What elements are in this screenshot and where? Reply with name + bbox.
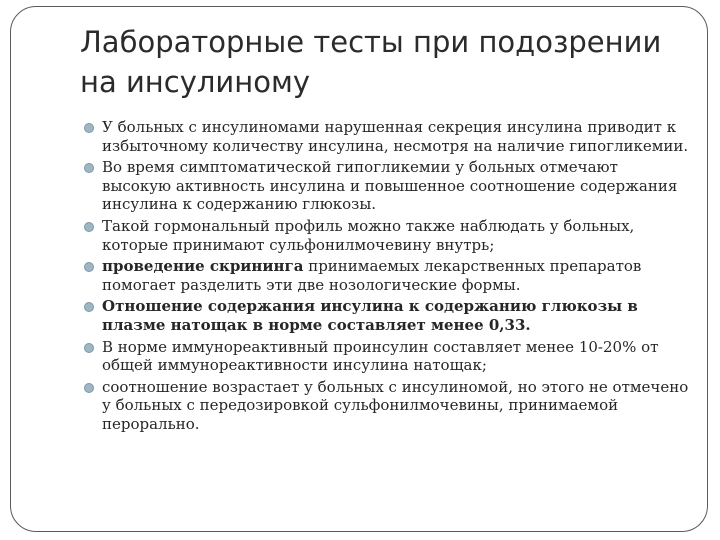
bullet-text: соотношение возрастает у больных с инсулиномой, но этого не отмечено у больных с передозировкой сульфонилмочевины, принимаемой перорально. (102, 377, 689, 433)
bullet-text: принимаемых лекарственных препаратов помогает разделить эти две нозологические формы. (102, 257, 642, 294)
bullet-item (84, 158, 690, 214)
bullet-item (84, 257, 690, 294)
bullet-bold-text: Отношение содержания инсулина к содержанию глюкозы в плазме натощак в норме составляет менее 0,33. (102, 297, 638, 334)
bullet-bold-text: проведение скрининга (102, 257, 304, 276)
bullet-marker-icon (84, 343, 94, 353)
bullet-item (84, 378, 690, 434)
bullet-text: Во время симптоматической гипогликемии у больных отмечают высокую активность инсулина и повышенное соотношение содержания инсулина к содержанию глюкозы. (102, 158, 678, 214)
bullet-item (84, 217, 690, 254)
bullet-marker-icon (84, 302, 94, 312)
bullet-marker-icon (84, 222, 94, 232)
slide-title: Лабораторные тесты при подозрении на инсулиному (80, 25, 662, 99)
bullet-item (84, 118, 690, 155)
bullet-marker-icon (84, 123, 94, 133)
bullet-marker-icon (84, 383, 94, 393)
bullet-marker-icon (84, 163, 94, 173)
bullet-item (84, 297, 690, 334)
bullet-text: Такой гормональный профиль можно также наблюдать у больных, которые принимают сульфонилмочевину внутрь; (102, 216, 635, 254)
bullet-marker-icon (84, 262, 94, 272)
bullet-item (84, 338, 690, 375)
bullet-text: В норме иммунореактивный проинсулин составляет менее 10-20% от общей иммунореактивности инсулина натощак; (102, 337, 659, 375)
bullet-list (84, 118, 690, 437)
bullet-text: У больных с инсулиномами нарушенная секреция инсулина приводит к избыточному количеству инсулина, несмотря на наличие гипогликемии. (102, 118, 689, 155)
